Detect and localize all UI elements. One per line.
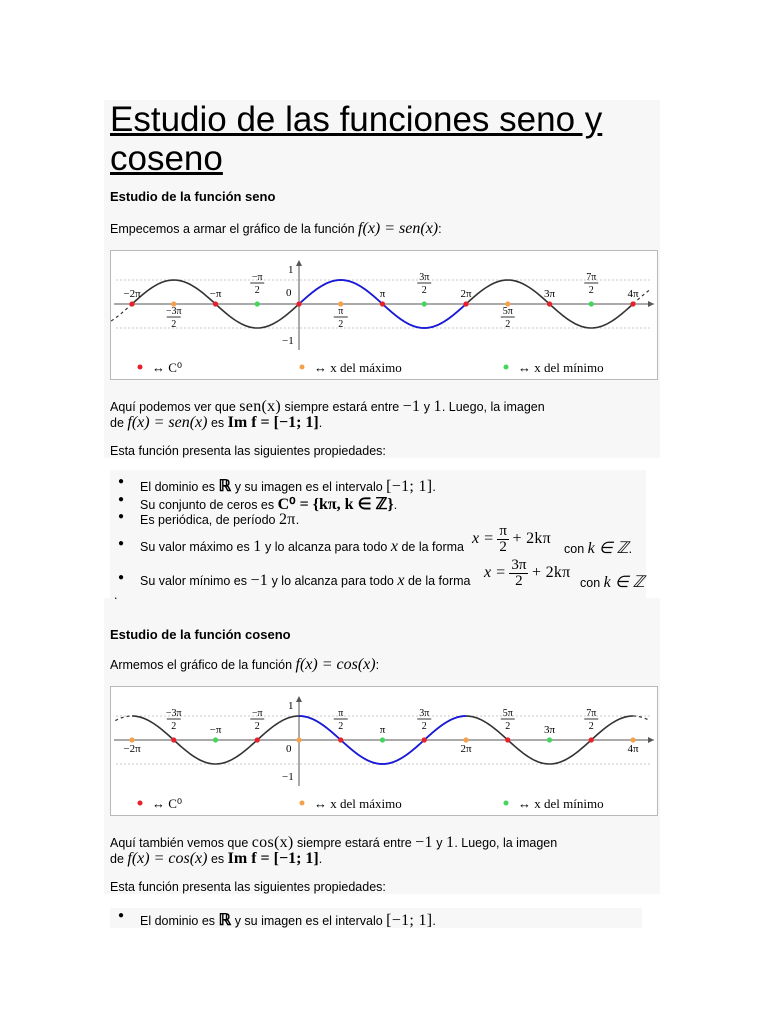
seno-para2: Esta función presenta las siguientes propiedades: [110, 444, 386, 458]
coseno-graph [110, 686, 658, 816]
seno-prop-4-m1: 1 [253, 538, 262, 555]
coseno-legend-max: ↔ x del máximo [314, 796, 402, 811]
coseno-max-dot [630, 737, 635, 742]
coseno-xtick-num: −3π [165, 708, 182, 719]
coseno-xtick-num: 7π [586, 708, 597, 719]
seno-prop-4-m3: k ∈ ℤ [587, 540, 629, 557]
seno-prop-5-den: 2 [515, 573, 523, 589]
seno-para1-text-a: Aquí podemos ver que [110, 400, 236, 414]
seno-intro-end: : [438, 222, 442, 236]
coseno-ytick-1: 1 [288, 700, 294, 712]
seno-para1-text-c: . Luego, la imagen [441, 400, 545, 414]
coseno-intro-formula: f(x) = cos(x) [295, 656, 376, 673]
seno-legend-max: ↔ x del máximo [314, 360, 402, 375]
coseno-xtick: 2π [460, 743, 472, 755]
seno-prop-3-m1: 2π [279, 511, 296, 528]
coseno-para1-f1: cos(x) [251, 834, 294, 851]
seno-para1-line2 [110, 414, 322, 432]
coseno-xtick: 4π [627, 743, 639, 755]
seno-prop-4-b: y lo alcanza para todo [265, 540, 388, 554]
coseno-para1-y: y [436, 836, 443, 850]
seno-heading: Estudio de la función seno [110, 189, 276, 204]
coseno-prop-1-m1: ℝ [218, 912, 232, 929]
seno-zero-dot [213, 301, 218, 306]
seno-prop-2-m1: C⁰ = {kπ, k ∈ ℤ} [277, 496, 394, 513]
seno-prop-5-m2: x [397, 572, 405, 589]
seno-prop-3-c: . [295, 513, 300, 527]
coseno-xtick-num: −π [251, 708, 263, 719]
coseno-origin: 0 [286, 743, 292, 755]
seno-xtick: π [379, 288, 386, 300]
coseno-xtick-den: 2 [254, 721, 260, 732]
seno-zero-dot [129, 301, 134, 306]
seno-intro-text: Empecemos a armar el gráfico de la función [110, 222, 355, 236]
coseno-xtick: −2π [123, 743, 141, 755]
coseno-xtick-num: 3π [419, 708, 430, 719]
coseno-zero-dot [338, 737, 343, 742]
seno-prop-4-a: Su valor máximo es [140, 540, 250, 554]
coseno-prop-1-a: El dominio es [140, 914, 216, 928]
seno-prop-4-e: con [564, 542, 585, 556]
bullet-icon: ● [118, 494, 125, 505]
seno-para1-dot: . [318, 416, 323, 430]
coseno-heading: Estudio de la función coseno [110, 627, 291, 642]
seno-graph [110, 250, 658, 380]
coseno-xtick-den: 2 [421, 721, 427, 732]
seno-prop-5-fpost: + 2kπ [531, 563, 571, 581]
seno-prop-4-frac [497, 524, 509, 555]
coseno-zero-dot [255, 737, 260, 742]
seno-prop-5-e: con [580, 576, 601, 590]
seno-prop-1-a: El dominio es [140, 480, 216, 494]
coseno-intro-text: Armemos el gráfico de la función [110, 658, 293, 672]
seno-min-dot [255, 301, 260, 306]
coseno-xtick-den: 2 [338, 721, 344, 732]
seno-prop-5-m3: k ∈ ℤ [603, 574, 645, 591]
seno-zero-dot [547, 301, 552, 306]
seno-para1-y: y [423, 400, 431, 414]
coseno-legend-min-dot [504, 801, 509, 806]
coseno-legend-zero-dot [138, 801, 143, 806]
seno-xtick-num: −π [251, 272, 263, 283]
bullet-icon: ● [118, 476, 125, 487]
seno-xtick-num: 3π [419, 272, 430, 283]
bullet-icon: ● [118, 910, 125, 921]
seno-ytick-1: 1 [288, 264, 294, 276]
seno-prop-1-c: . [432, 480, 436, 494]
coseno-para1-line2 [110, 850, 322, 868]
coseno-max-dot [129, 737, 134, 742]
seno-prop-2-c: . [393, 498, 398, 512]
seno-prop-5-num: 3π [511, 557, 527, 573]
seno-prop-2-a: Su conjunto de ceros es [140, 498, 275, 512]
seno-prop-5-b: y lo alcanza para todo [271, 574, 394, 588]
coseno-xtick: −π [209, 724, 222, 736]
seno-prop-4-num: π [499, 523, 507, 539]
seno-xtick: 4π [627, 288, 639, 300]
seno-prop-4-fpost: + 2kπ [512, 529, 552, 547]
seno-para1-one: 1 [433, 398, 442, 415]
seno-prop-1-m1: ℝ [218, 478, 232, 495]
seno-zero-dot [630, 301, 635, 306]
seno-prop-4-d: de la forma [401, 540, 464, 554]
coseno-para1-text-b: siempre estará entre [297, 836, 412, 850]
seno-prop-1-b: y su imagen es el intervalo [234, 480, 383, 494]
seno-prop-5-m1: −1 [250, 572, 269, 589]
coseno-min-dot [213, 737, 218, 742]
seno-prop-5-frac [509, 558, 528, 589]
seno-prop-5-fpre: x = [484, 563, 506, 581]
seno-xtick-den: 2 [588, 285, 594, 296]
bullet-icon: ● [118, 511, 125, 522]
seno-para1-m1: −1 [402, 398, 421, 415]
seno-xtick-den: 2 [338, 319, 344, 330]
seno-ytick-m1: −1 [282, 335, 294, 347]
seno-xtick-num: −3π [165, 306, 182, 317]
coseno-xtick-den: 2 [171, 721, 177, 732]
seno-min-dot [589, 301, 594, 306]
seno-xtick-den: 2 [421, 285, 427, 296]
seno-prop-4-c: . [628, 542, 633, 556]
seno-intro [110, 220, 442, 238]
coseno-zero-dot [171, 737, 176, 742]
seno-xtick-num: π [338, 306, 344, 317]
coseno-legend-zero: ↔ C⁰ [152, 796, 183, 811]
seno-prop-1-m2: [−1; 1] [386, 478, 433, 495]
seno-prop-4-m2: x [390, 538, 398, 555]
coseno-prop-1-m2: [−1; 1] [386, 912, 433, 929]
coseno-prop-1-c: . [432, 914, 436, 928]
coseno-para1-de: de [110, 852, 124, 866]
seno-legend-min-dot [504, 365, 509, 370]
seno-xtick: −2π [123, 288, 141, 300]
coseno-xtick: 3π [543, 724, 556, 736]
seno-zero-dot [296, 301, 301, 306]
seno-legend-zero: ↔ C⁰ [152, 360, 183, 375]
seno-xtick-num: 7π [586, 272, 597, 283]
seno-prop-5-c: . [114, 588, 118, 602]
coseno-prop-1-b: y su imagen es el intervalo [234, 914, 383, 928]
seno-xtick-den: 2 [254, 285, 260, 296]
coseno-para1-text-a: Aquí también vemos que [110, 836, 249, 850]
coseno-xtick-den: 2 [588, 721, 594, 732]
seno-para1-f2: f(x) = sen(x) [127, 414, 208, 431]
seno-prop-5-a: Su valor mínimo es [140, 574, 247, 588]
seno-intro-formula: f(x) = sen(x) [358, 220, 439, 237]
coseno-para2: Esta función presenta las siguientes propiedades: [110, 880, 386, 894]
seno-zero-dot [380, 301, 385, 306]
seno-origin: 0 [286, 287, 292, 299]
coseno-para1-f2: f(x) = cos(x) [127, 850, 208, 867]
coseno-max-dot [296, 737, 301, 742]
seno-legend-zero-dot [138, 365, 143, 370]
coseno-xtick-num: 5π [502, 708, 513, 719]
seno-legend-min: ↔ x del mínimo [518, 360, 604, 375]
seno-prop-5-formula [484, 558, 571, 589]
seno-xtick-den: 2 [505, 319, 511, 330]
coseno-legend-min: ↔ x del mínimo [518, 796, 604, 811]
coseno-legend-max-dot [300, 801, 305, 806]
coseno-para1-one: 1 [446, 834, 455, 851]
seno-para1-es: es [210, 416, 225, 430]
coseno-xtick-den: 2 [505, 721, 511, 732]
seno-para1-im: Im f = [−1; 1] [227, 414, 319, 431]
coseno-max-dot [463, 737, 468, 742]
coseno-zero-dot [422, 737, 427, 742]
seno-zero-dot [463, 301, 468, 306]
coseno-xtick: π [379, 724, 386, 736]
seno-min-dot [422, 301, 427, 306]
coseno-para1-im: Im f = [−1; 1] [227, 850, 319, 867]
bullet-icon: ● [118, 538, 125, 549]
page-title: Estudio de las funciones seno y coseno [110, 100, 603, 178]
seno-para1-f1: sen(x) [239, 398, 282, 415]
seno-xtick-num: 5π [502, 306, 513, 317]
coseno-para1-text-c: . Luego, la imagen [454, 836, 558, 850]
seno-legend-max-dot [300, 365, 305, 370]
bullet-icon: ● [118, 572, 125, 583]
seno-xtick: 3π [543, 288, 556, 300]
coseno-min-dot [380, 737, 385, 742]
coseno-zero-dot [589, 737, 594, 742]
coseno-intro-end: : [375, 658, 380, 672]
seno-para1-text-b: siempre estará entre [284, 400, 400, 414]
seno-prop-3-a: Es periódica, de período [140, 513, 276, 527]
seno-prop-5-d: de la forma [407, 574, 471, 588]
coseno-para1-dot: . [318, 852, 323, 866]
coseno-zero-dot [505, 737, 510, 742]
seno-prop-4-fpre: x = [472, 529, 494, 547]
seno-para1-de: de [110, 416, 124, 430]
seno-xtick: 2π [460, 288, 472, 300]
seno-prop-4-den: 2 [499, 539, 507, 555]
coseno-intro [110, 656, 379, 674]
coseno-ytick-m1: −1 [282, 771, 294, 783]
coseno-xtick-num: π [338, 708, 344, 719]
seno-xtick-den: 2 [171, 319, 177, 330]
coseno-para1-es: es [210, 852, 225, 866]
coseno-min-dot [547, 737, 552, 742]
seno-prop-4-formula [472, 524, 551, 555]
coseno-para1-m1: −1 [415, 834, 433, 851]
seno-xtick: −π [209, 288, 222, 300]
